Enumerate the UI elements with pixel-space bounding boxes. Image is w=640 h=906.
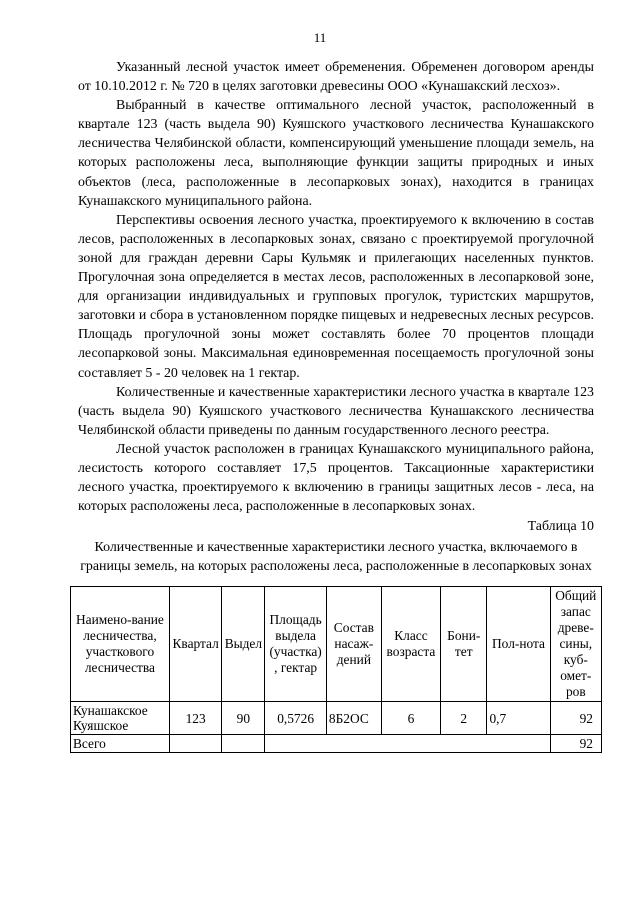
table-row	[71, 702, 602, 735]
header-kvartal: Квартал	[169, 587, 222, 702]
header-sostav: Состав насаж-дений	[326, 587, 381, 702]
cell-klass: 6	[381, 702, 440, 735]
cell-polnota: 0,7	[487, 702, 550, 735]
page-number: 11	[313, 30, 327, 45]
header-name: Наимено-вание лесничества, участкового лесничества	[71, 587, 170, 702]
table-label: Таблица 10	[527, 519, 594, 535]
document-body	[73, 58, 597, 753]
paragraph-characteristics: Количественные и качественные характеристики лесного участка в квартале 123 (часть выдела 90) Куяшского участкового лесничества Кунашакского лесничества Челябинской области приведены по данным государственного лесного реестра.	[78, 384, 595, 438]
paragraph-encumbrance: Указанный лесной участок имеет обременения. Обременен договором аренды от 10.10.2012 г. № 720 в целях заготовки древесины ООО «Кунашакский лесхоз».	[78, 60, 594, 95]
total-empty-cell	[222, 735, 265, 753]
header-area: Площадь выдела (участка) , гектар	[265, 587, 327, 702]
paragraph-location: Лесной участок расположен в границах Кунашакского муниципального района, лесистость которого составляет 17,5 процентов. Таксационные характеристики лесного участка, проектируемого к включению в границы защитных лесов - леса, на которых расположены леса, расположенные в лесопарковых зонах.	[78, 441, 594, 515]
total-empty-cell	[169, 735, 222, 753]
forest-plot-table	[70, 586, 602, 753]
header-klass: Класс возраста	[381, 587, 440, 702]
cell-name: Кунашакское Куяшское	[71, 702, 170, 735]
paragraph-selected-plot: Выбранный в качестве оптимального лесной участок, расположенный в квартале 123 (часть выдела 90) Куяшского участкового лесничества Кунашакского лесничества Челябинской области, компенсирующий уменьшение площади земель, на которых расположены леса, выполняющие функции защиты природных и иных объектов (леса, расположенные в лесопарковых зонах), находится в границах Кунашакского муниципального района.	[78, 98, 594, 209]
cell-kvartal: 123	[169, 702, 222, 735]
table-caption: Количественные и качественные характеристики лесного участка, включаемого в границы земель, на которых расположены леса, расположенные в лесопарковых зонах	[80, 540, 592, 575]
cell-sostav: 8Б2ОС	[326, 702, 381, 735]
header-bonitet: Бони-тет	[441, 587, 487, 702]
total-label: Всего	[71, 735, 170, 753]
total-zapas: 92	[550, 735, 601, 753]
header-zapas: Общий запас древе-сины, куб-омет-ров	[550, 587, 601, 702]
header-vydel: Выдел	[222, 587, 265, 702]
paragraph-prospects: Перспективы освоения лесного участка, проектируемого к включению в состав лесов, расположенных в лесопарковых зонах, связано с проектируемой прогулочной зоной для граждан деревни Сары Кульмяк и прилегающих населенных пунктов. Прогулочная зона определяется в местах лесов, расположенных в лесопарковой зоне, для организации индивидуальных и групповых прогулок, туристских маршрутов, заготовки и сбора в установленном порядке пищевых и недревесных лесных ресурсов. Площадь прогулочной зоны может составлять более 70 процентов площади лесопарковой зоны. Максимальная единовременная посещаемость прогулочной зоны составляет 5 - 20 человек на 1 гектар.	[78, 212, 594, 381]
cell-vydel: 90	[222, 702, 265, 735]
cell-zapas: 92	[550, 702, 601, 735]
total-empty-span	[265, 735, 550, 753]
table-header-row	[71, 587, 602, 702]
cell-bonitet: 2	[441, 702, 487, 735]
header-polnota: Пол-нота	[487, 587, 550, 702]
table-total-row	[71, 735, 602, 753]
cell-area: 0,5726	[265, 702, 327, 735]
